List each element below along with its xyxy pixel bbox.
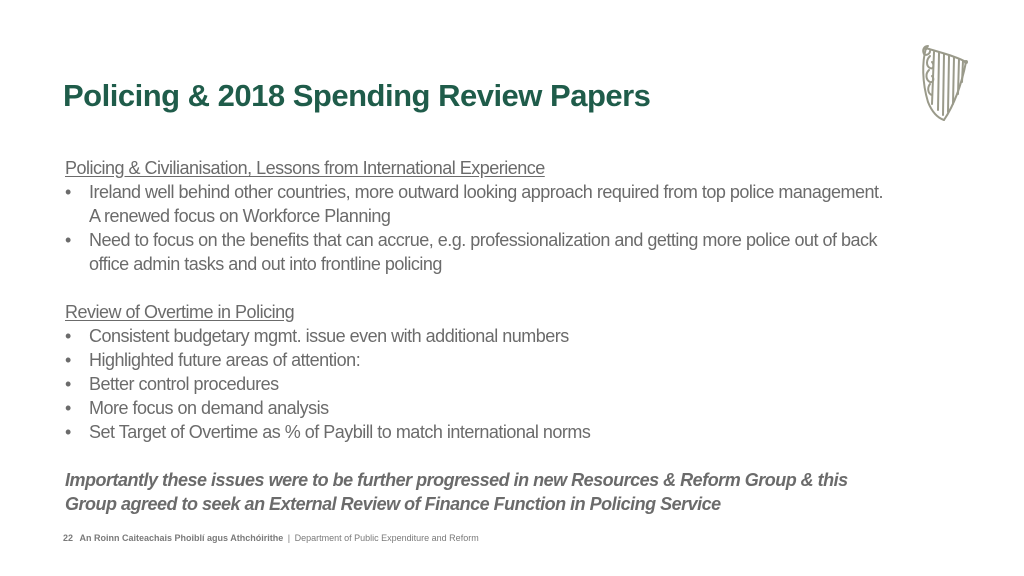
department-name-english: Department of Public Expenditure and Reform: [294, 533, 479, 543]
bullet-icon: •: [65, 350, 71, 370]
bullet-text: Better control procedures: [89, 374, 279, 394]
bullet-list-overtime: [65, 324, 885, 444]
bullet-icon: •: [65, 422, 71, 442]
bullet-icon: •: [65, 230, 71, 250]
bullet-icon: •: [65, 182, 71, 202]
bullet-list-civilianisation: [65, 180, 885, 276]
conclusion-text: Importantly these issues were to be further progressed in new Resources & Reform Group & this Group agreed to seek an External Review of Finance Function in Policing Service: [65, 470, 848, 514]
bullet-text: Highlighted future areas of attention:: [89, 350, 361, 370]
list-item: [65, 420, 885, 444]
bullet-icon: •: [65, 374, 71, 394]
bullet-text: Need to focus on the benefits that can accrue, e.g. professionalization and getting more police out of back office admin tasks and out into frontline policing: [89, 230, 878, 274]
list-item: [65, 228, 885, 276]
bullet-text: Ireland well behind other countries, more outward looking approach required from top police management. A renewed focus on Workforce Planning: [89, 182, 883, 226]
spacer: [65, 444, 885, 468]
list-item: [65, 348, 885, 372]
bullet-text: More focus on demand analysis: [89, 398, 329, 418]
bullet-icon: •: [65, 326, 71, 346]
bullet-icon: •: [65, 398, 71, 418]
list-item: [65, 180, 885, 228]
slide-title: Policing & 2018 Spending Review Papers: [63, 78, 651, 113]
bullet-text: Set Target of Overtime as % of Paybill to match international norms: [89, 422, 591, 442]
harp-icon: [916, 42, 970, 124]
slide-content: [65, 156, 885, 516]
section-heading-civilianisation: Policing & Civilianisation, Lessons from International Experience: [65, 158, 545, 178]
bullet-text: Consistent budgetary mgmt. issue even with additional numbers: [89, 326, 569, 346]
spacer: [65, 276, 885, 300]
department-name-irish: An Roinn Caiteachais Phoiblí agus Athchóirithe: [79, 533, 284, 543]
footer-separator: |: [287, 533, 291, 543]
list-item: [65, 324, 885, 348]
footer: [63, 533, 479, 543]
list-item: [65, 396, 885, 420]
list-item: [65, 372, 885, 396]
page-number: 22: [63, 533, 74, 543]
section-heading-overtime: Review of Overtime in Policing: [65, 302, 295, 322]
